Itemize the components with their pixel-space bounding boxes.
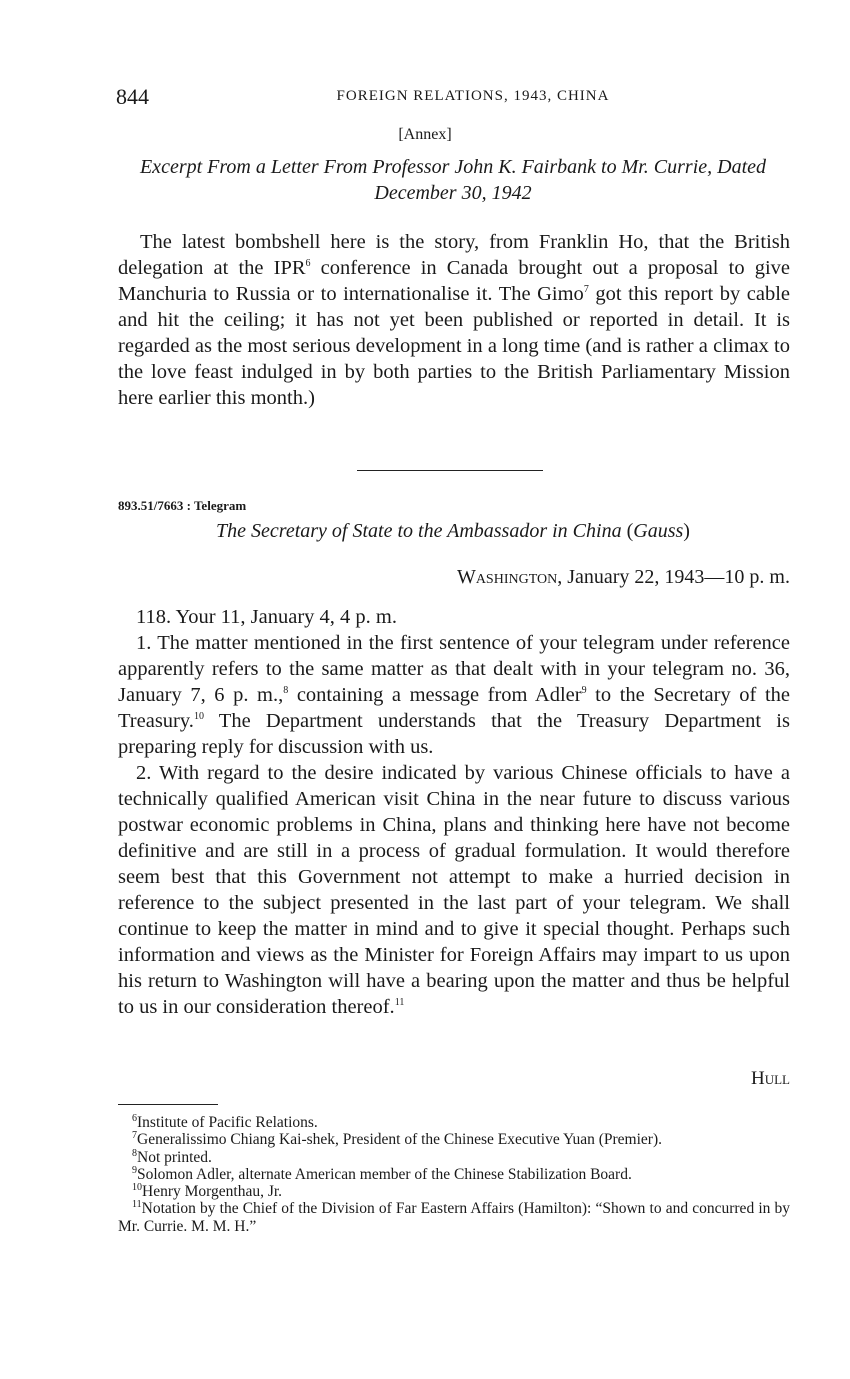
footnote-number: 10 <box>132 1182 142 1194</box>
footnote-ref: 7 <box>583 284 589 296</box>
title-name: Gauss <box>633 520 684 542</box>
footnote-ref: 6 <box>305 258 311 270</box>
footnote-text: Institute of Pacific Relations. <box>137 1114 318 1131</box>
running-head <box>116 84 790 114</box>
footnote-number: 11 <box>132 1199 142 1211</box>
file-reference: 893.51/7663 : Telegram <box>118 498 247 513</box>
footnote-ref: 9 <box>581 685 587 697</box>
footnote <box>118 1149 790 1166</box>
dateline-place: Washington <box>456 566 558 588</box>
paragraph-2 <box>118 760 790 1020</box>
title-paren-close: ) <box>683 520 690 542</box>
footnote-number: 8 <box>132 1147 137 1159</box>
telegram-body <box>118 604 790 1020</box>
page-number: 844 <box>116 84 149 109</box>
footnote <box>118 1131 790 1148</box>
footnote-ref: 11 <box>394 997 405 1009</box>
footnote-rule <box>118 1104 218 1105</box>
section-divider <box>357 470 543 471</box>
document-title-text: The Secretary of State to the Ambassador in China <box>216 520 622 542</box>
signature: Hull <box>751 1068 790 1089</box>
footnote-number: 6 <box>132 1112 137 1124</box>
para1-text-d: The Department understands that the Treasury Department is preparing reply for discussion with us. <box>118 710 790 758</box>
footnote-text: Henry Morgenthau, Jr. <box>142 1183 283 1201</box>
title-paren-open: ( <box>621 520 634 542</box>
excerpt-title: Excerpt From a Letter From Professor John K. Fairbank to Mr. Currie, Dated December 30, 1942 <box>139 156 767 204</box>
footnote-text: Solomon Adler, alternate American member of the Chinese Stabilization Board. <box>137 1165 632 1183</box>
footnote <box>118 1200 790 1235</box>
footnote <box>118 1183 790 1200</box>
letter-text-part: conference in Canada brought out a proposal to give Manchuria to Russia or to internationalise it. The Gimo <box>118 257 791 305</box>
footnote-ref: 8 <box>283 685 289 697</box>
running-title: FOREIGN RELATIONS, 1943, CHINA <box>336 88 610 104</box>
paragraph-reference-line: 118. Your 11, January 4, 4 p. m. <box>136 606 397 628</box>
para1-text-c: to the Secretary of the Treasury. <box>118 684 790 732</box>
para1-text-b: containing a message from Adler <box>288 684 582 706</box>
footnotes <box>118 1114 790 1235</box>
footnote-ref: 10 <box>193 711 204 723</box>
dateline <box>457 566 790 589</box>
footnote-text: Generalissimo Chiang Kai-shek, President of the Chinese Executive Yuan (Premier). <box>137 1131 662 1149</box>
paragraph-1 <box>118 630 790 760</box>
footnote-text: Notation by the Chief of the Division of Far Eastern Affairs (Hamilton): “Shown to and concurred in by Mr. Currie. M. M. H.” <box>118 1200 790 1235</box>
footnote <box>118 1114 790 1131</box>
para1-text-a: 1. The matter mentioned in the first sentence of your telegram under reference apparently refers to the same matter as that dealt with in your telegram no. 36, January 7, 6 p. m., <box>118 632 790 706</box>
letter-text-part: got this report by cable and hit the ceiling; it has not yet been published or reported in detail. It is regarded as the most serious development in a long time (and is rather a climax to the love feast indulged in by both parties to the British Parliamentary Mission here earlier this month.) <box>118 283 790 409</box>
footnote <box>118 1166 790 1183</box>
document-title <box>116 520 790 543</box>
footnote-number: 7 <box>132 1130 137 1142</box>
footnote-text: Not printed. <box>137 1148 212 1166</box>
letter-excerpt-body <box>118 229 790 411</box>
letter-text-part: The latest bombshell here is the story, from Franklin Ho, that the British delegation at the IPR <box>118 231 790 279</box>
dateline-date: , January 22, 1943—10 p. m. <box>557 566 790 588</box>
annex-label: [Annex] <box>398 126 452 143</box>
para2-text: 2. With regard to the desire indicated by various Chinese officials to have a technically qualified American visit China in the near future to discuss various postwar economic problems in China, plans and thinking here have not become definitive and are still in a process of gradual formulation. It would therefore seem best that this Government not attempt to make a hurried decision in reference to the subject presented in the last part of your telegram. We shall continue to keep the matter in mind and to give it special thought. Perhaps such information and views as the Minister for Foreign Affairs may impart to us upon his return to Washington will have a bearing upon the matter and thus be helpful to us in our consideration thereof. <box>118 762 790 1018</box>
footnote-number: 9 <box>132 1164 137 1176</box>
